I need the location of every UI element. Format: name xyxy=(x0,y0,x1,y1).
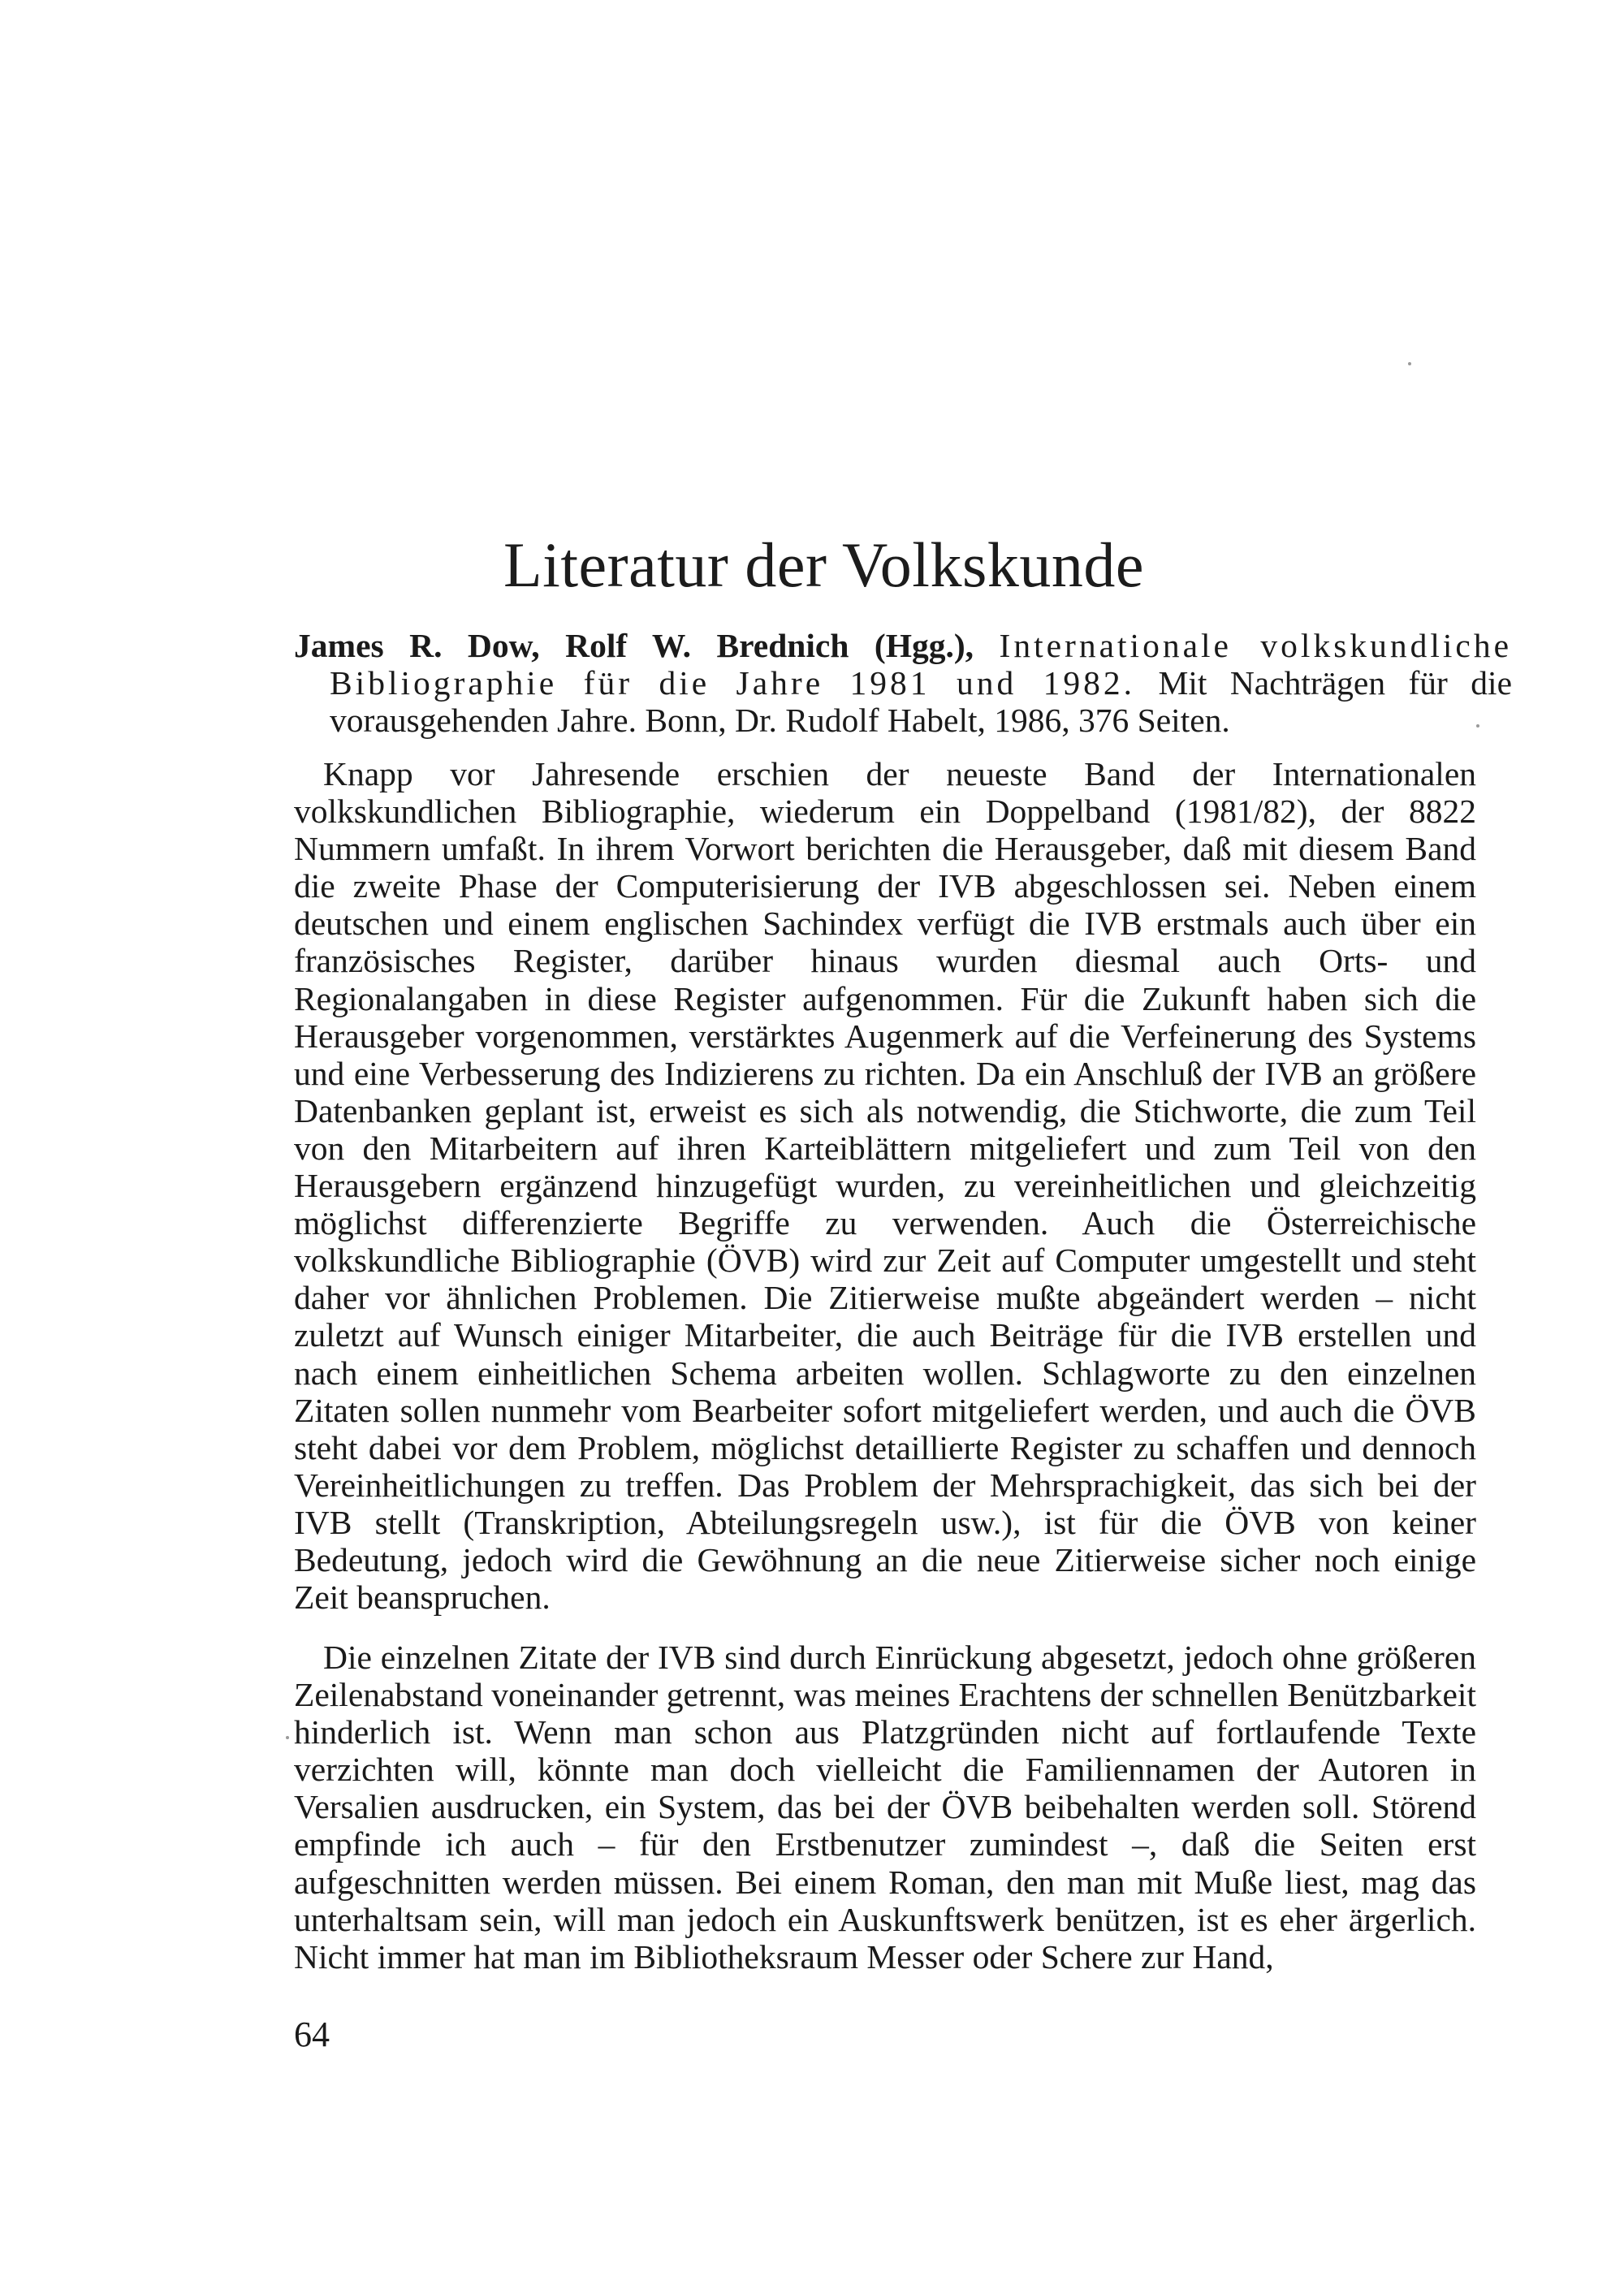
scan-speck xyxy=(1476,724,1479,728)
section-title: Literatur der Volkskunde xyxy=(503,529,1144,600)
citation-details: Mit Nachträgen für die vorausgehenden Jahre. Bonn, Dr. Rudolf Habelt, 1986, 376 Seiten. xyxy=(330,664,1512,740)
review-paragraph-1: Knapp vor Jahresende erschien der neueste Band der Internationalen volkskundlichen Bibliographie, wiederum ein Doppelband (1981/82), der 8822 Nummern umfaßt. In ihrem Vorwort berichten die Herausgeber, daß mit diesem Band die zweite Phase der Computerisierung der IVB abgeschlossen sei. Neben einem deutschen und einem englischen Sachindex verfügt die IVB erstmals auch über ein französisches Register, darüber hinaus wurden diesmal auch Orts- und Regionalangaben in diese Register aufgenommen. Für die Zukunft haben sich die Herausgeber vorgenommen, verstärktes Augenmerk auf die Verfeinerung des Systems und eine Verbesserung des Indizierens zu richten. Da ein Anschluß der IVB an größere Datenbanken geplant ist, erweist es sich als notwendig, die Stichworte, die zum Teil von den Mitarbeitern auf ihren Karteiblättern mitgeliefert und zum Teil von den Herausgebern ergänzend hinzugefügt wurden, zu vereinheitlichen und gleichzeitig möglichst differenzierte Begriffe zu verwenden. Auch die Österreichische volkskundliche Bibliographie (ÖVB) wird zur Zeit auf Computer umgestellt und steht daher vor ähnlichen Problemen. Die Zitierweise mußte abgeändert werden – nicht zuletzt auf Wunsch einiger Mitarbeiter, die auch Beiträge für die IVB erstellen und nach einem einheitlichen Schema arbeiten wollen. Schlagworte zu den einzelnen Zitaten sollen nunmehr vom Bearbeiter sofort mitgeliefert werden, und auch die ÖVB steht dabei vor dem Problem, möglichst detaillierte Register zu schaffen und dennoch Vereinheitlichungen zu treffen. Das Problem der Mehrsprachigkeit, das sich bei der IVB stellt (Transkription, Abteilungsregeln usw.), ist für die ÖVB von keiner Bedeutung, jedoch wird die Gewöhnung an die neue Zitierweise sicher noch einige Zeit beanspruchen. xyxy=(294,755,1476,1617)
citation-title: Internationale volkskundliche Bibliographie für die Jahre 1981 und 1982. xyxy=(330,627,1512,702)
scan-speck xyxy=(1408,362,1411,365)
page-number: 64 xyxy=(294,2014,330,2054)
review-paragraph-2: Die einzelnen Zitate der IVB sind durch Einrückung abgesetzt, jedoch ohne größeren Zeilenabstand voneinander getrennt, was meines Erachtens der schnellen Benützbarkeit hinderlich ist. Wenn man schon aus Platzgründen nicht auf fortlaufende Texte verzichten will, könnte man doch vielleicht die Familiennamen der Autoren in Versalien ausdrucken, ein System, das bei der ÖVB beibehalten werden soll. Störend empfinde ich auch – für den Erstbenutzer zumindest –, daß die Seiten erst aufgeschnitten werden müssen. Bei einem Roman, den man mit Muße liest, mag das unterhaltsam sein, will man jedoch ein Auskunftswerk benützen, ist es eher ärgerlich. Nicht immer hat man im Bibliotheksraum Messer oder Schere zur Hand, xyxy=(294,1639,1476,1976)
book-citation xyxy=(294,627,1512,739)
citation-authors: James R. Dow, Rolf W. Brednich (Hgg.), xyxy=(294,627,974,664)
scan-speck xyxy=(286,1736,289,1739)
